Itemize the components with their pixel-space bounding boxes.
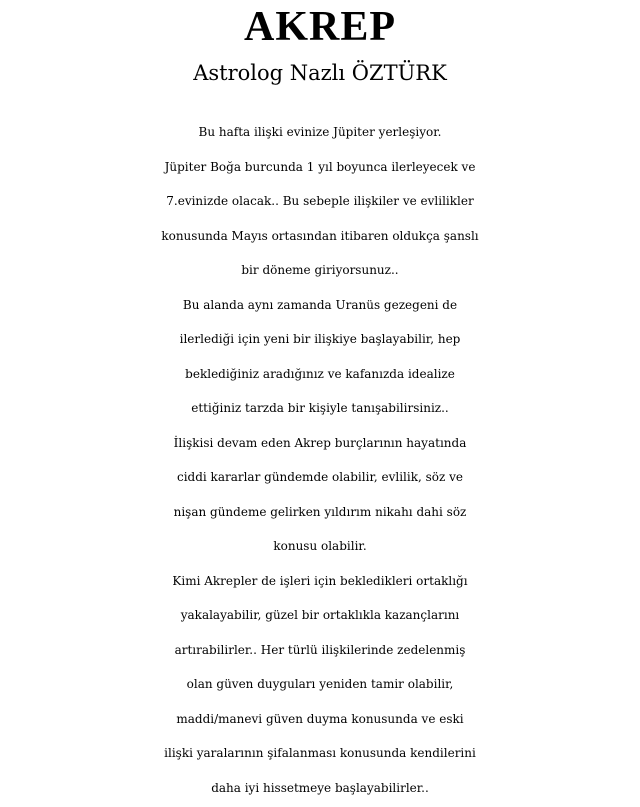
text-line: maddi/manevi güven duyma konusunda ve eski (176, 711, 464, 726)
text-line: Bu hafta ilişki evinize Jüpiter yerleşiyor. (198, 125, 442, 139)
text-line: ciddi kararlar gündemde olabilir, evlilik, söz ve (176, 470, 464, 484)
text-line: konusu olabilir. (273, 539, 367, 553)
text-line: konusunda Mayıs ortasından itibaren oldukça şanslı (161, 228, 479, 243)
text-line: 7.evinizde olacak.. Bu sebeple ilişkiler ve evlilikler (166, 194, 474, 208)
text-line: olan güven duyguları yeniden tamir olabilir, (186, 677, 454, 691)
text-line: artırabilirler.. Her türlü ilişkilerinde zedelenmiş (174, 642, 466, 657)
page-title: AKREP (244, 4, 396, 50)
text-line: İlişkisi devam eden Akrep burçlarının hayatında (173, 435, 467, 450)
text-line: ettiğiniz tarzda bir kişiyle tanışabilirsiniz.. (191, 401, 449, 415)
horoscope-text (0, 115, 640, 805)
text-line: Jüpiter Boğa burcunda 1 yıl boyunca ilerleyecek ve (164, 159, 476, 174)
text-line: ilerlediği için yeni bir ilişkiye başlayabilir, hep (179, 332, 461, 346)
author-name: Astrolog Nazlı ÖZTÜRK (193, 61, 447, 85)
text-line: daha iyi hissetmeye başlayabilirler.. (211, 780, 429, 795)
text-line: bir döneme giriyorsunuz.. (241, 263, 399, 277)
text-line: beklediğiniz aradığınız ve kafanızda idealize (185, 366, 455, 381)
text-line: Bu alanda aynı zamanda Uranüs gezegeni de (182, 297, 458, 312)
text-line: Kimi Akrepler de işleri için bekledikleri ortaklığı (172, 573, 468, 588)
text-line: nişan gündeme gelirken yıldırım nikahı dahi söz (173, 504, 467, 519)
text-line: yakalayabilir, güzel bir ortaklıkla kazançlarını (180, 608, 460, 622)
text-line: ilişki yaralarının şifalanması konusunda kendilerini (164, 746, 476, 760)
